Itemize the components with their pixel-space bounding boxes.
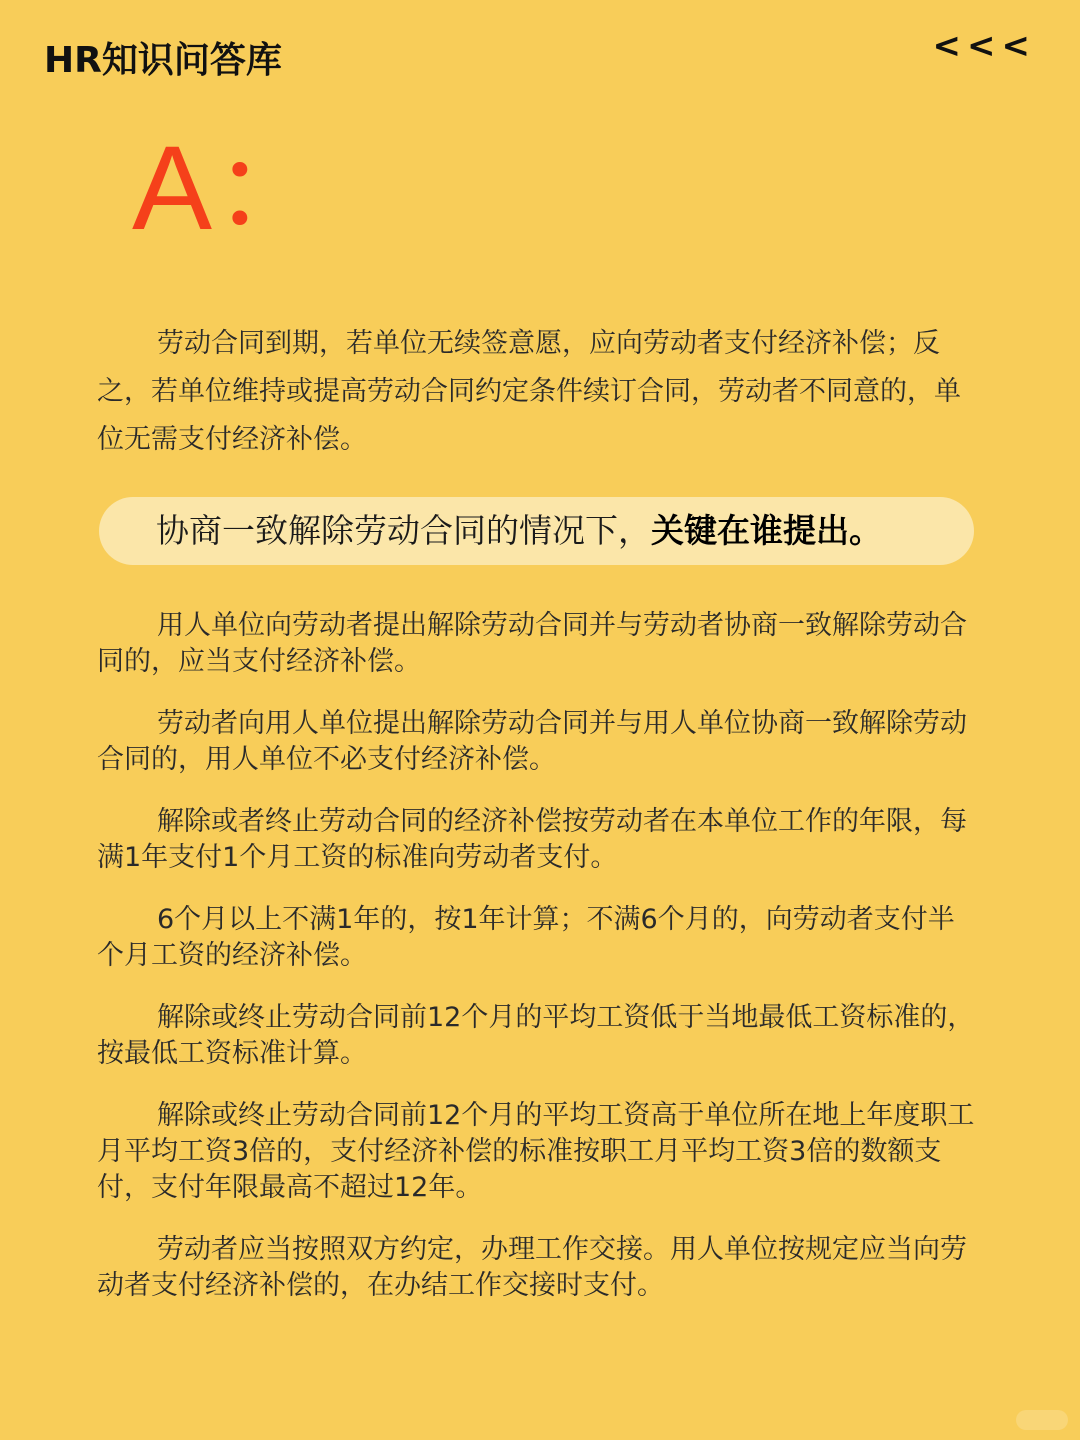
paragraph-item: 6个月以上不满1年的，按1年计算；不满6个月的，向劳动者支付半个月工资的经济补偿。 xyxy=(97,904,955,971)
paragraph-item: 解除或者终止劳动合同的经济补偿按劳动者在本单位工作的年限，每满1年支付1个月工资的标准向劳动者支付。 xyxy=(97,806,967,873)
paragraph-item: 解除或终止劳动合同前12个月的平均工资高于单位所在地上年度职工月平均工资3倍的，支付经济补偿的标准按职工月平均工资3倍的数额支付，支付年限最高不超过12年。 xyxy=(97,1100,975,1203)
paragraph-list xyxy=(97,608,977,1330)
watermark xyxy=(1016,1410,1068,1430)
paragraph-item: 解除或终止劳动合同前12个月的平均工资低于当地最低工资标准的，按最低工资标准计算。 xyxy=(97,1002,975,1069)
page-title: HR知识问答库 xyxy=(44,40,282,81)
paragraph-item: 劳动者应当按照双方约定，办理工作交接。用人单位按规定应当向劳动者支付经济补偿的，在办结工作交接时支付。 xyxy=(97,1234,967,1301)
answer-mark: A： xyxy=(132,121,333,255)
highlight-bold-text: 关键在谁提出。 xyxy=(651,511,882,550)
paragraph-item: 用人单位向劳动者提出解除劳动合同并与劳动者协商一致解除劳动合同的，应当支付经济补偿。 xyxy=(97,610,967,677)
highlight-banner xyxy=(99,497,974,565)
intro-paragraph: 劳动合同到期，若单位无续签意愿，应向劳动者支付经济补偿；反之，若单位维持或提高劳动合同约定条件续订合同，劳动者不同意的，单位无需支付经济补偿。 xyxy=(97,328,961,455)
back-arrows-icon[interactable]: <<< xyxy=(932,26,1036,66)
paragraph-item: 劳动者向用人单位提出解除劳动合同并与用人单位协商一致解除劳动合同的，用人单位不必支付经济补偿。 xyxy=(97,708,967,775)
highlight-normal-text: 协商一致解除劳动合同的情况下， xyxy=(156,511,651,550)
